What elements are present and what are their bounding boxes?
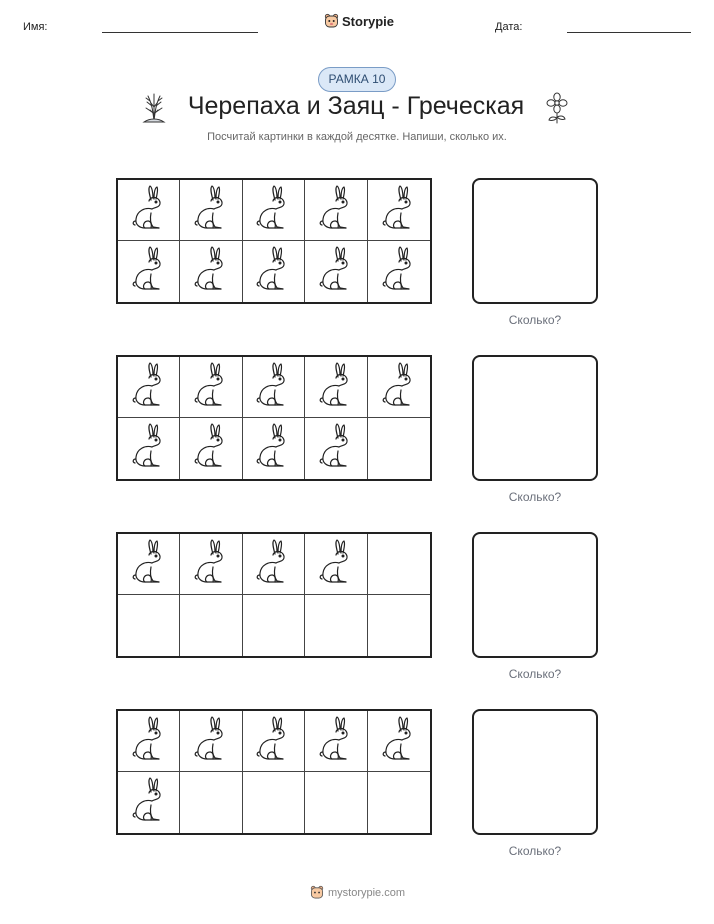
- rabbit-icon: [191, 362, 231, 413]
- rabbit-icon: [129, 246, 169, 297]
- logo-text: Storypie: [342, 13, 395, 29]
- frame-cell: [243, 357, 305, 418]
- date-label: Дата:: [495, 21, 523, 33]
- frame-cell: [368, 595, 430, 656]
- storypie-logo: [324, 13, 394, 29]
- rabbit-icon: [316, 716, 356, 767]
- rabbit-icon: [129, 185, 169, 236]
- rabbit-icon: [253, 246, 293, 297]
- rabbit-icon: [253, 362, 293, 413]
- frame-cell: [180, 772, 242, 833]
- frame-cell: [368, 772, 430, 833]
- rabbit-icon: [191, 185, 231, 236]
- rabbit-icon: [191, 716, 231, 767]
- frame-cell: [180, 711, 242, 772]
- flower-icon: [544, 92, 570, 124]
- rabbit-icon: [379, 716, 419, 767]
- footer: [310, 885, 405, 900]
- frame-cell: [305, 595, 367, 656]
- frame-cell: [368, 357, 430, 418]
- frame-cell: [305, 241, 367, 302]
- frame-cell: [118, 772, 180, 833]
- rabbit-icon: [191, 423, 231, 474]
- frame-cell: [305, 180, 367, 241]
- frame-cell: [118, 418, 180, 479]
- answer-box-1[interactable]: [472, 178, 598, 304]
- frame-cell: [118, 241, 180, 302]
- answer-box-3[interactable]: [472, 532, 598, 658]
- frame-cell: [118, 534, 180, 595]
- frame-cell: [243, 711, 305, 772]
- storypie-mascot-icon: [310, 885, 324, 900]
- rabbit-icon: [316, 362, 356, 413]
- frame-cell: [368, 418, 430, 479]
- ten-frame-2: [116, 355, 432, 481]
- name-label: Имя:: [23, 21, 48, 33]
- frame-cell: [368, 180, 430, 241]
- frame-cell: [180, 180, 242, 241]
- frame-cell: [118, 595, 180, 656]
- rabbit-icon: [191, 246, 231, 297]
- fern-plant-icon: [140, 92, 168, 124]
- frame-cell: [180, 595, 242, 656]
- frame-cell: [243, 772, 305, 833]
- how-many-label-2: Сколько?: [508, 490, 562, 504]
- rabbit-icon: [316, 246, 356, 297]
- frame-cell: [305, 711, 367, 772]
- rabbit-icon: [253, 185, 293, 236]
- frame-cell: [305, 357, 367, 418]
- frame-cell: [243, 241, 305, 302]
- frame-cell: [180, 357, 242, 418]
- how-many-label-3: Сколько?: [508, 667, 562, 681]
- ten-frame-1: [116, 178, 432, 304]
- frame-cell: [368, 534, 430, 595]
- frame-cell: [243, 595, 305, 656]
- frame-cell: [118, 180, 180, 241]
- rabbit-icon: [316, 539, 356, 590]
- rabbit-icon: [316, 185, 356, 236]
- how-many-label-1: Сколько?: [508, 313, 562, 327]
- frame-cell: [180, 241, 242, 302]
- rabbit-icon: [379, 246, 419, 297]
- instructions: Посчитай картинки в каждой десятке. Напиши, сколько их.: [207, 131, 507, 143]
- frame-cell: [243, 418, 305, 479]
- footer-url: mystorypie.com: [328, 886, 406, 899]
- frame-cell: [118, 357, 180, 418]
- ten-frame-3: [116, 532, 432, 658]
- rabbit-icon: [379, 185, 419, 236]
- rabbit-icon: [129, 539, 169, 590]
- frame-badge: РАМКА 10: [318, 67, 396, 92]
- frame-cell: [243, 534, 305, 595]
- frame-cell: [118, 711, 180, 772]
- rabbit-icon: [129, 423, 169, 474]
- rabbit-icon: [253, 716, 293, 767]
- frame-cell: [305, 534, 367, 595]
- frame-cell: [180, 418, 242, 479]
- rabbit-icon: [129, 777, 169, 828]
- frame-cell: [243, 180, 305, 241]
- how-many-label-4: Сколько?: [508, 844, 562, 858]
- frame-cell: [368, 241, 430, 302]
- frame-cell: [305, 418, 367, 479]
- name-field[interactable]: [102, 32, 258, 33]
- rabbit-icon: [129, 362, 169, 413]
- page-title: Черепаха и Заяц - Греческая: [187, 92, 525, 120]
- date-field[interactable]: [567, 32, 691, 33]
- ten-frame-4: [116, 709, 432, 835]
- frame-cell: [305, 772, 367, 833]
- answer-box-4[interactable]: [472, 709, 598, 835]
- rabbit-icon: [129, 716, 169, 767]
- rabbit-icon: [191, 539, 231, 590]
- rabbit-icon: [379, 362, 419, 413]
- frame-cell: [180, 534, 242, 595]
- rabbit-icon: [253, 423, 293, 474]
- frame-cell: [368, 711, 430, 772]
- rabbit-icon: [253, 539, 293, 590]
- answer-box-2[interactable]: [472, 355, 598, 481]
- storypie-mascot-icon: [324, 13, 339, 29]
- rabbit-icon: [316, 423, 356, 474]
